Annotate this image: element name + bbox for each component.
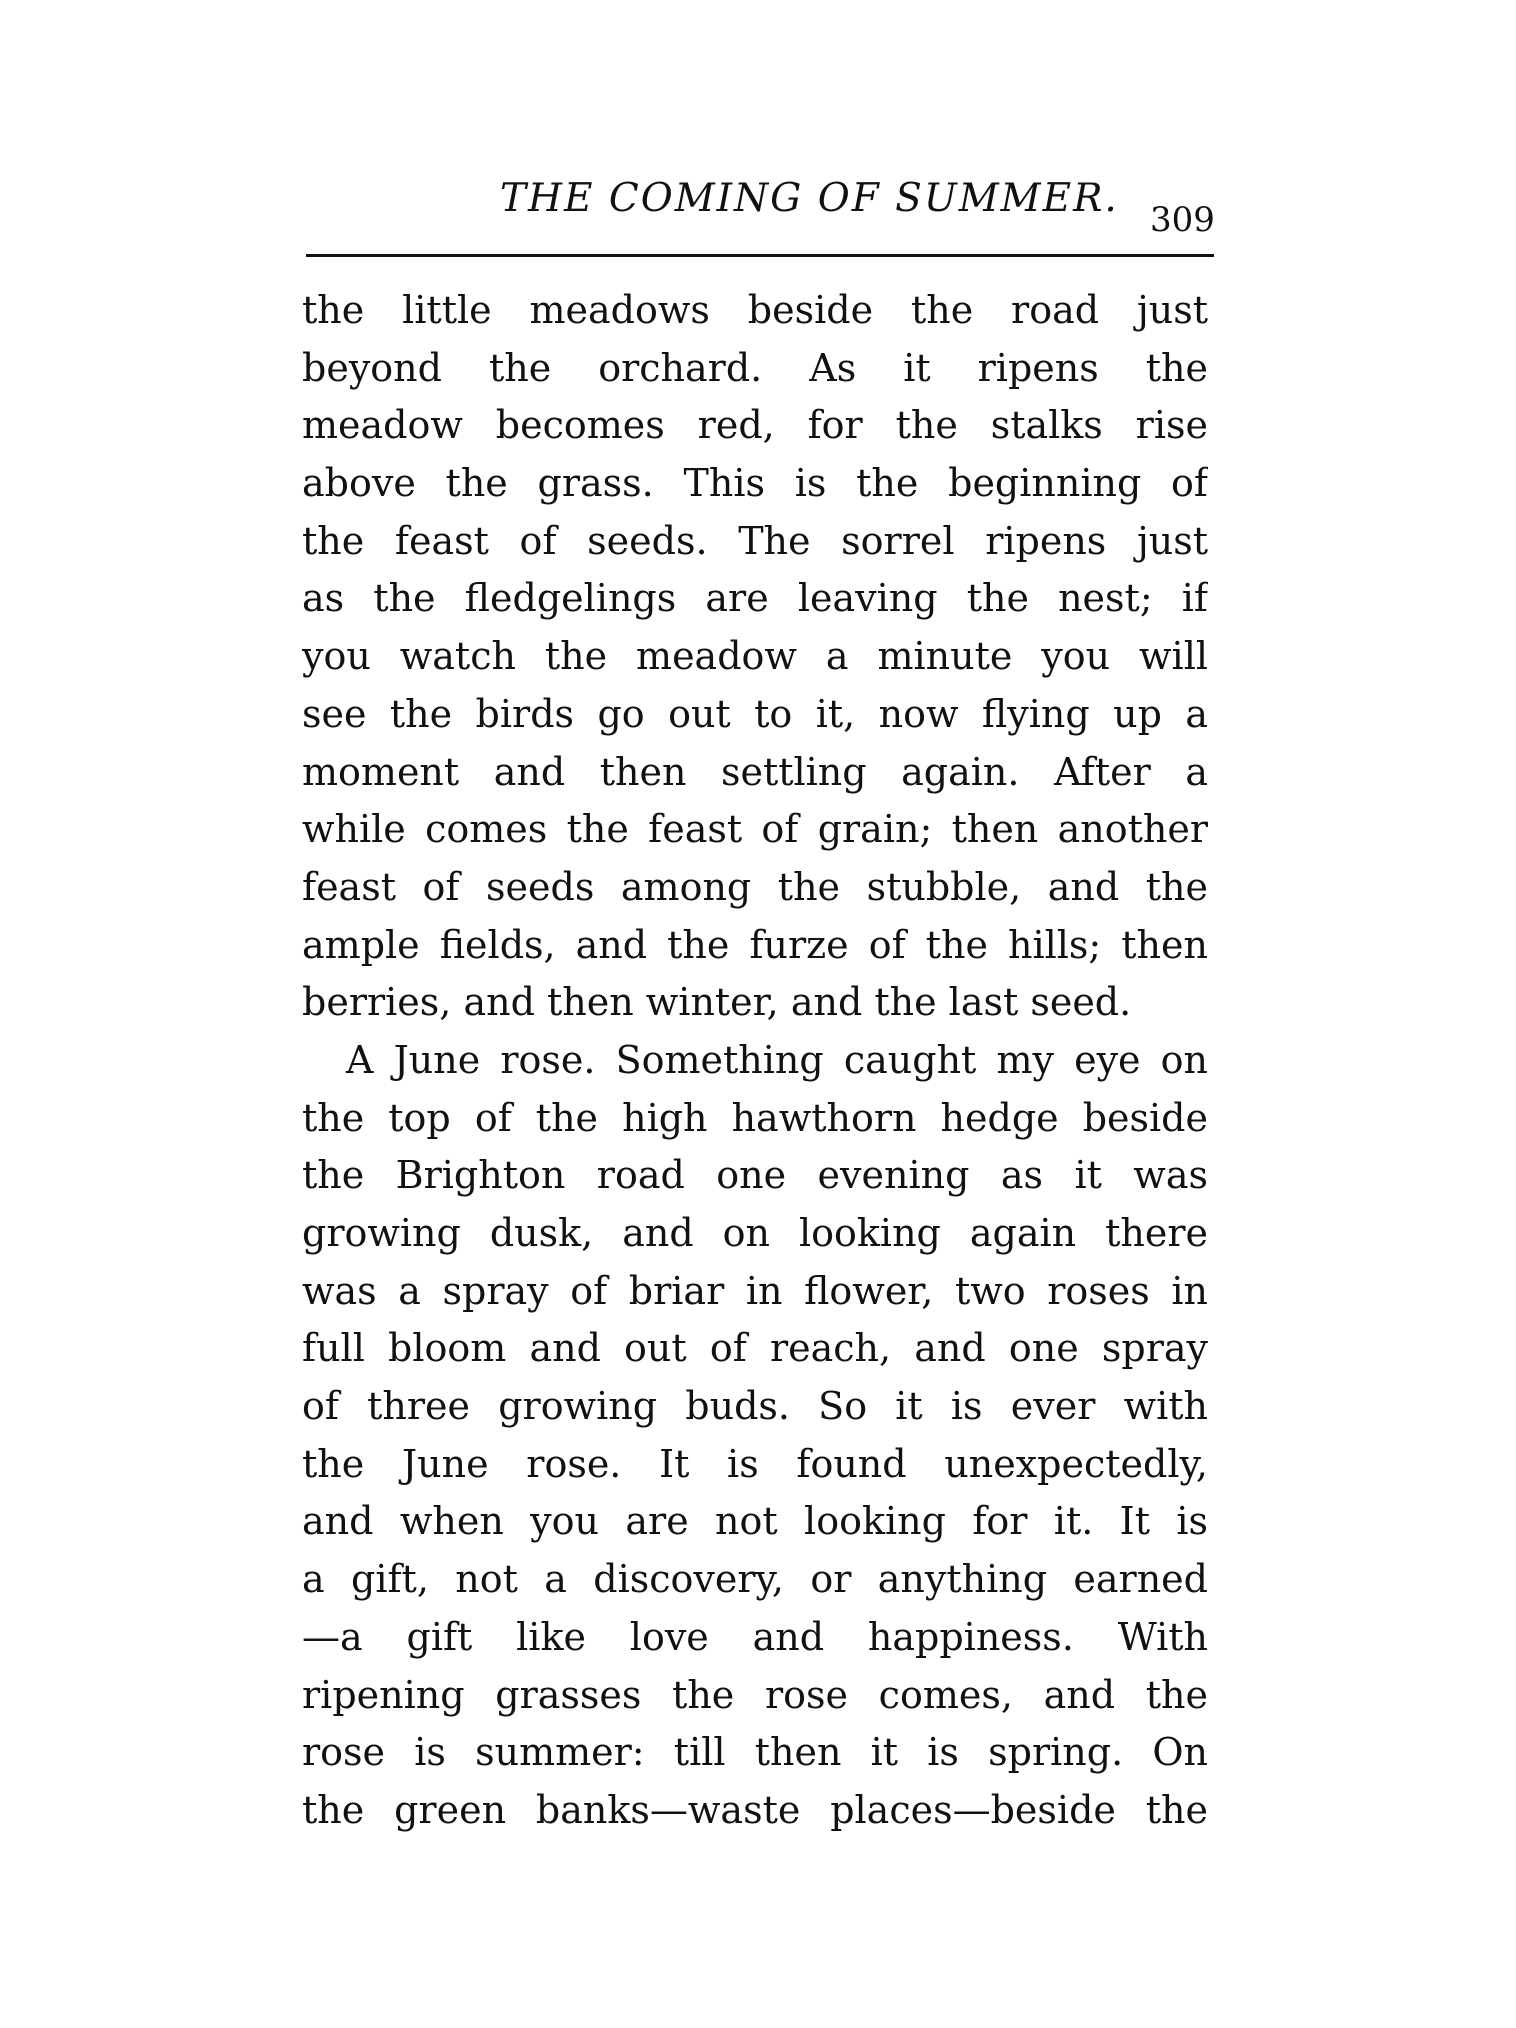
text-line: ample fields, and the furze of the hills; then — [302, 922, 1208, 967]
header-rule — [306, 254, 1214, 257]
text-line: of three growing buds. So it is ever with — [302, 1384, 1208, 1429]
text-line: the Brighton road one evening as it was — [302, 1153, 1208, 1198]
text-line: a gift, not a discovery, or anything earned — [302, 1557, 1208, 1602]
text-line-paragraph-end: berries, and then winter, and the last seed. — [302, 980, 1132, 1025]
text-line: see the birds go out to it, now flying up a — [302, 691, 1208, 736]
text-line: full bloom and out of reach, and one spray — [302, 1326, 1208, 1371]
text-line: the June rose. It is found unexpectedly, — [302, 1441, 1208, 1486]
body-text — [302, 282, 1208, 1840]
text-line: feast of seeds among the stubble, and the — [302, 864, 1208, 909]
text-line: —a gift like love and happiness. With — [302, 1614, 1208, 1659]
page-number: 309 — [1150, 200, 1215, 240]
text-line: was a spray of briar in flower, two roses in — [302, 1268, 1208, 1313]
text-line: ripening grasses the rose comes, and the — [302, 1672, 1208, 1717]
running-head-title: THE COMING OF SUMMER. — [500, 176, 1119, 221]
text-line: moment and then settling again. After a — [302, 749, 1208, 794]
text-line: growing dusk, and on looking again there — [302, 1211, 1208, 1255]
text-line: rose is summer: till then it is spring. On — [302, 1730, 1208, 1775]
text-line: while comes the feast of grain; then another — [302, 807, 1208, 852]
text-line: the green banks—waste places—beside the — [302, 1787, 1208, 1832]
text-line: meadow becomes red, for the stalks rise — [302, 403, 1208, 448]
text-line: above the grass. This is the beginning of — [302, 461, 1208, 506]
text-line: the top of the high hawthorn hedge beside — [302, 1095, 1208, 1140]
text-line: as the fledgelings are leaving the nest; if — [302, 576, 1208, 621]
text-line: the little meadows beside the road just — [302, 288, 1208, 332]
text-line: and when you are not looking for it. It is — [302, 1499, 1208, 1544]
text-line: beyond the orchard. As it ripens the — [302, 345, 1208, 390]
text-line: the feast of seeds. The sorrel ripens just — [302, 518, 1208, 563]
text-line: you watch the meadow a minute you will — [302, 634, 1208, 679]
text-line-paragraph-start: A June rose. Something caught my eye on — [346, 1037, 1208, 1082]
